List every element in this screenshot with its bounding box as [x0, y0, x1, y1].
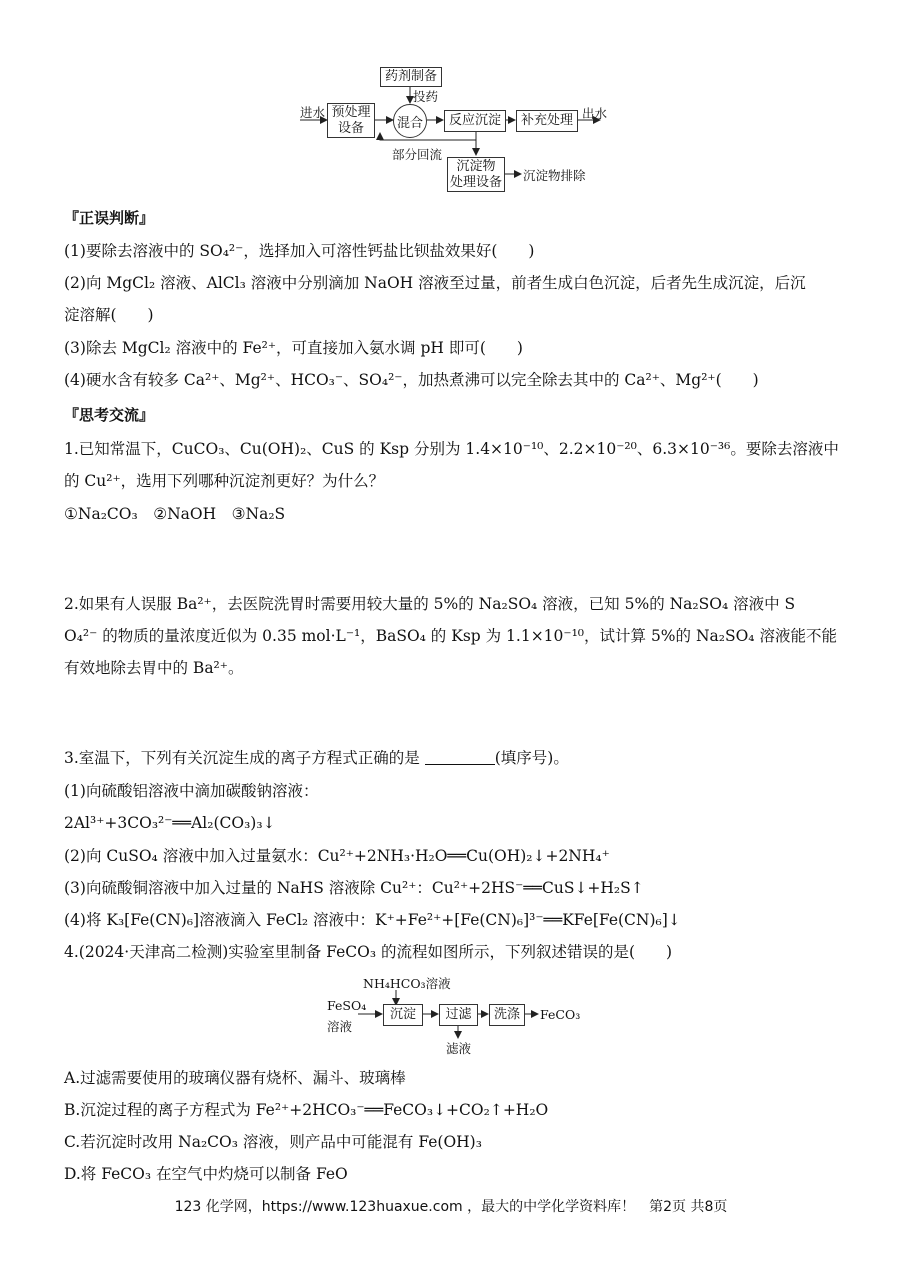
feco3-product-label: FeCO₃	[540, 1007, 581, 1022]
option-c: C.若沉淀时改用 Na₂CO₃ 溶液，则产品中可能混有 Fe(OH)₃	[64, 1133, 482, 1151]
mixing-node: 混合	[393, 104, 427, 138]
washing-box: 洗涤	[489, 1004, 525, 1026]
option-a: A.过滤需要使用的玻璃仪器有烧杯、漏斗、玻璃棒	[64, 1069, 406, 1087]
question-3-item-3: (3)向硫酸铜溶液中加入过量的 NaHS 溶液除 Cu²⁺：Cu²⁺+2HS⁻══CuS↓+H₂S↑	[64, 879, 644, 897]
section-heading-think: 『思考交流』	[64, 406, 155, 424]
question-3-stem	[64, 748, 569, 768]
judge-item-2: (2)向 MgCl₂ 溶液、AlCl₃ 溶液中分别滴加 NaOH 溶液至过量，前者生成白色沉淀，后者先生成沉淀，后沉	[64, 274, 806, 292]
section-heading-judge: 『正误判断』	[64, 209, 155, 227]
answer-blank	[425, 750, 495, 765]
dosing-label: 投药	[413, 89, 439, 104]
question-1-line2: 的 Cu²⁺，选用下列哪种沉淀剂更好？为什么？	[64, 472, 385, 490]
sediment-label-line1: 沉淀物	[456, 158, 496, 174]
question-3-item-1: (1)向硫酸铝溶液中滴加碳酸钠溶液：	[64, 782, 319, 800]
reagent-prep-box: 药剂制备	[380, 67, 442, 87]
supplementary-treatment-box: 补充处理	[516, 110, 578, 132]
option-b: B.沉淀过程的离子方程式为 Fe²⁺+2HCO₃⁻══FeCO₃↓+CO₂↑+H₂O	[64, 1101, 549, 1119]
sediment-discharge-label: 沉淀物排除	[523, 168, 586, 183]
pretreatment-label-line1: 预处理	[331, 104, 371, 120]
judge-item-4: (4)硬水含有较多 Ca²⁺、Mg²⁺、HCO₃⁻、SO₄²⁻，加热煮沸可以完全除去其中的 Ca²⁺、Mg²⁺( )	[64, 371, 759, 389]
question-4-stem: 4.(2024·天津高二检测)实验室里制备 FeCO₃ 的流程如图所示，下列叙述错误的是( )	[64, 943, 673, 961]
sediment-label-line2: 处理设备	[449, 174, 502, 190]
question-3-item-4: (4)将 K₃[Fe(CN)₆]溶液滴入 FeCl₂ 溶液中：K⁺+Fe²⁺+[Fe(CN)₆]³⁻══KFe[Fe(CN)₆]↓	[64, 911, 681, 929]
question-2-line2: O₄²⁻ 的物质的量浓度近似为 0.35 mol·L⁻¹，BaSO₄ 的 Ksp 为 1.1×10⁻¹⁰，试计算 5%的 Na₂SO₄ 溶液能不能	[64, 627, 837, 645]
question-3-item-2: (2)向 CuSO₄ 溶液中加入过量氨水：Cu²⁺+2NH₃·H₂O══Cu(OH)₂↓+2NH₄⁺	[64, 847, 610, 865]
judge-item-2-cont: 淀溶解( )	[64, 306, 154, 324]
filtration-box: 过滤	[439, 1004, 478, 1026]
precipitation-box: 沉淀	[383, 1004, 423, 1026]
question-2-line3: 有效地除去胃中的 Ba²⁺。	[64, 659, 244, 677]
pretreatment-label-line2: 设备	[337, 120, 364, 136]
question-3-stem-suffix: (填序号)。	[494, 749, 569, 767]
reaction-settling-box: 反应沉淀	[444, 110, 506, 132]
judge-item-3: (3)除去 MgCl₂ 溶液中的 Fe²⁺，可直接加入氨水调 pH 即可( )	[64, 339, 523, 357]
question-3-stem-text: 3.室温下，下列有关沉淀生成的离子方程式正确的是	[64, 749, 425, 767]
nh4hco3-label: NH₄HCO₃溶液	[363, 976, 451, 991]
question-3-equation-1: 2Al³⁺+3CO₃²⁻══Al₂(CO₃)₃↓	[64, 814, 276, 832]
outflow-label: 出水	[582, 106, 608, 121]
question-2-line1: 2.如果有人误服 Ba²⁺，去医院洗胃时需要用较大量的 5%的 Na₂SO₄ 溶液，已知 5%的 Na₂SO₄ 溶液中 S	[64, 595, 796, 613]
filtrate-label: 滤液	[446, 1041, 472, 1056]
feso4-label: FeSO₄	[327, 998, 367, 1013]
question-1-line1: 1.已知常温下，CuCO₃、Cu(OH)₂、CuS 的 Ksp 分别为 1.4×10⁻¹⁰、2.2×10⁻²⁰、6.3×10⁻³⁶。要除去溶液中	[64, 440, 839, 458]
inflow-label: 进水	[300, 105, 326, 120]
sediment-treatment-box	[447, 157, 505, 192]
partial-reflux-label: 部分回流	[392, 147, 443, 162]
option-d: D.将 FeCO₃ 在空气中灼烧可以制备 FeO	[64, 1165, 348, 1183]
pretreatment-box	[327, 103, 375, 138]
judge-item-1: (1)要除去溶液中的 SO₄²⁻，选择加入可溶性钙盐比钡盐效果好( )	[64, 242, 535, 260]
question-1-options: ①Na₂CO₃ ②NaOH ③Na₂S	[64, 505, 286, 523]
feso4-solution-label: 溶液	[327, 1019, 353, 1034]
page-footer: 123 化学网，https://www.123huaxue.com ，最大的中学化学资料库！ 第2页 共8页	[174, 1199, 728, 1215]
